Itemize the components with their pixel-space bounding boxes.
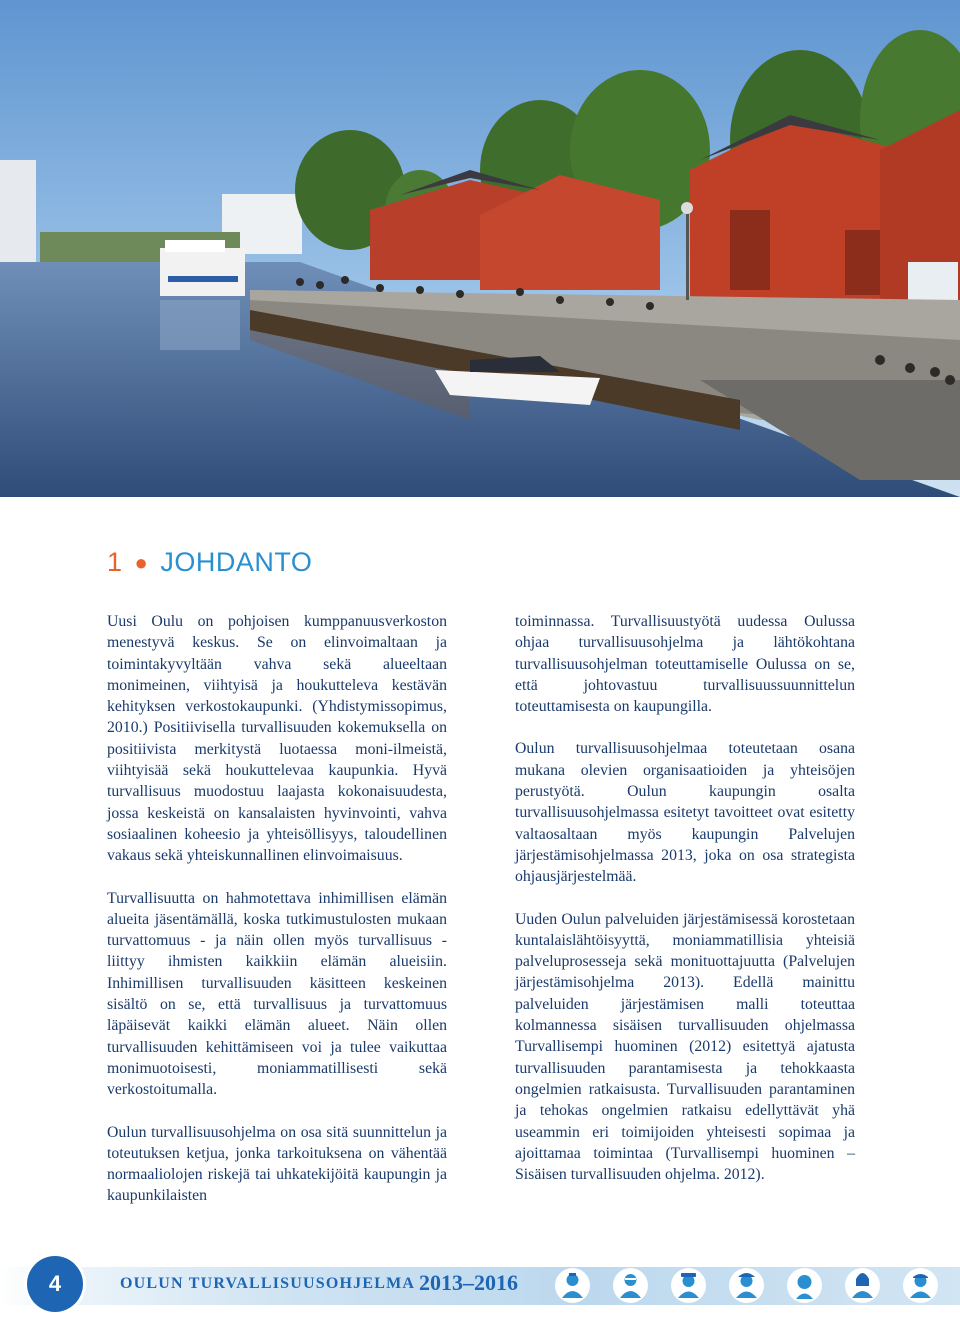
harbor-photo	[0, 0, 960, 497]
child-icon	[787, 1268, 822, 1303]
section-heading	[107, 547, 312, 578]
nurse-icon	[555, 1268, 590, 1303]
heading-number: 1	[107, 547, 123, 577]
elderly-person-icon	[613, 1268, 648, 1303]
paragraph: toiminnassa. Turvallisuustyötä uudessa Oulussa ohjaa turvallisuusohjelma ja lähtökohtana turvallisuusohjelman toteuttamiselle Oulussa on se, että johtovastuu turvallisuussuunnittelun toteuttamisesta on kaupungilla.	[515, 613, 855, 716]
footer-title: OULUN TURVALLISUUSOHJELMA	[120, 1275, 416, 1292]
footer-years: 2013–2016	[419, 1270, 518, 1295]
paragraph: Uuden Oulun palveluiden järjestämisessä korostetaan kuntalaislähtöisyyttä, moniammatillisia yhteisiä palveluprosesseja sekä monituottajuutta (Palvelujen järjestämisohjelma 2013). Edellä mainittu palveluiden järjestämisen malli toteuttaa kolmannessa sisäisen turvallisuuden ohjelmassa Turvallisempi huominen (2012) esitettyä ajatusta turvallisuuden parantamisesta ja tehokkaasta ongelmien ratkaisusta. Turvallisuuden parantaminen ja tehokas ongelmien ratkaisu edellyttävät yhä useammin eri toimijoiden yhteisesti sopimaa ja ajoittamaa toimintaa (Turvallisempi huominen – Sisäisen turvallisuuden ohjelma. 2012).	[515, 910, 855, 1184]
woman-icon	[845, 1268, 880, 1303]
footer-icons	[555, 1268, 955, 1304]
firefighter-icon	[729, 1268, 764, 1303]
heading-title: JOHDANTO	[160, 547, 313, 577]
page-number: 4	[27, 1256, 83, 1312]
paragraph: Oulun turvallisuusohjelma on osa sitä suunnittelun ja toteutuksen ketjua, jonka tarkoituksena on vähentää normaaliolojen riskejä tai uhkatekijöitä kaupungin ja kaupunkilaisten	[107, 1123, 447, 1205]
right-column	[515, 611, 855, 1206]
bullet-icon: ●	[134, 549, 149, 575]
police-officer-icon	[671, 1268, 706, 1303]
paragraph: Oulun turvallisuusohjelmaa toteutetaan osana mukana olevien organisaatioiden ja yhteisöjen perustyötä. Oulun kaupungin osalta turvallisuusohjelmassa esitetyt tavoitteet ovat esitetty valtaosaltaan myös kaupungin Palvelujen järjestämisohjelmassa 2013, joka on osa strategista ohjausjärjestelmää.	[515, 740, 855, 886]
paragraph: Uusi Oulu on pohjoisen kumppanuusverkoston menestyvä keskus. Se on elinvoimaltaan ja toimintakyvyltään vahva sekä alueeltaan monimeinen, viihtyisä ja houkutteleva kestävän kehityksen verkostokaupunki. (Yhdistymissopimus, 2010.) Positiivisella turvallisuuden kokemuksella on positiivista merkitystä luotaessa moni-ilmeistä, viihtyisää sekä houkuttelevaa kaupunkia. Hyvä turvallisuus muodostuu laajasta kokonaisuudesta, jossa keskeistä on kansalaisten hyvinvointi, vahva sosiaalinen koheesio ja yhteisöllisyys, taloudellinen vakaus sekä yhteiskunnallinen elinvoimaisuus.	[107, 613, 447, 865]
left-column	[107, 611, 447, 1228]
worker-icon	[903, 1268, 938, 1303]
paragraph: Turvallisuutta on hahmotettava inhimillisen elämän alueita jäsentämällä, koska tutkimustulosten mukaan turvattomuus - ja näin ollen myös turvallisuus - liittyy ihmisten kaikkiin elämän alueisiin. Inhimillisen turvallisuuden käsitteen keskeinen sisältö on se, että turvallisuus ja turvattomuus läpäisevät kaikki elämän alueet. Näin ollen turvallisuuden kehittämiseen voi ja tulee vaikuttaa monimuotoisesti, moniammatillisesti sekä verkostoitumalla.	[107, 889, 447, 1099]
